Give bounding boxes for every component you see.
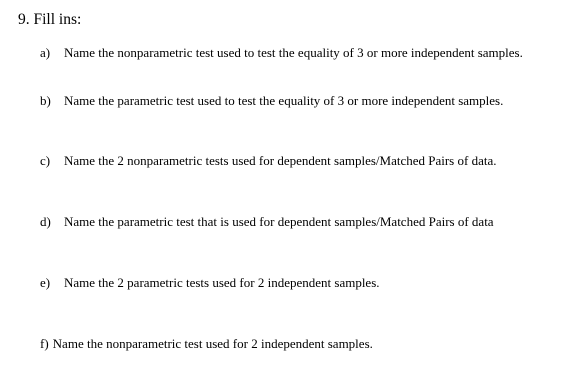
question-text: Name the 2 nonparametric tests used for dependent samples/Matched Pairs of data. [64,153,497,168]
question-text: Name the nonparametric test used to test the equality of 3 or more independent samples. [64,45,523,60]
question-text: Name the parametric test that is used for dependent samples/Matched Pairs of data [64,214,494,229]
question-item-a [40,45,523,61]
question-item-d [40,214,494,230]
question-heading: 9. Fill ins: [18,11,82,28]
question-item-e [40,275,380,291]
question-letter: f) [40,336,49,351]
question-letter: e) [40,275,51,290]
question-item-c [40,153,496,169]
question-letter: d) [40,214,51,229]
question-item-f [40,336,373,352]
question-letter: b) [40,93,51,108]
question-letter: a) [40,45,51,60]
question-text: Name the nonparametric test used for 2 independent samples. [52,336,373,351]
question-text: Name the 2 parametric tests used for 2 independent samples. [64,275,380,290]
question-item-b [40,93,503,109]
question-text: Name the parametric test used to test the equality of 3 or more independent samples. [64,93,504,108]
question-letter: c) [40,153,51,168]
